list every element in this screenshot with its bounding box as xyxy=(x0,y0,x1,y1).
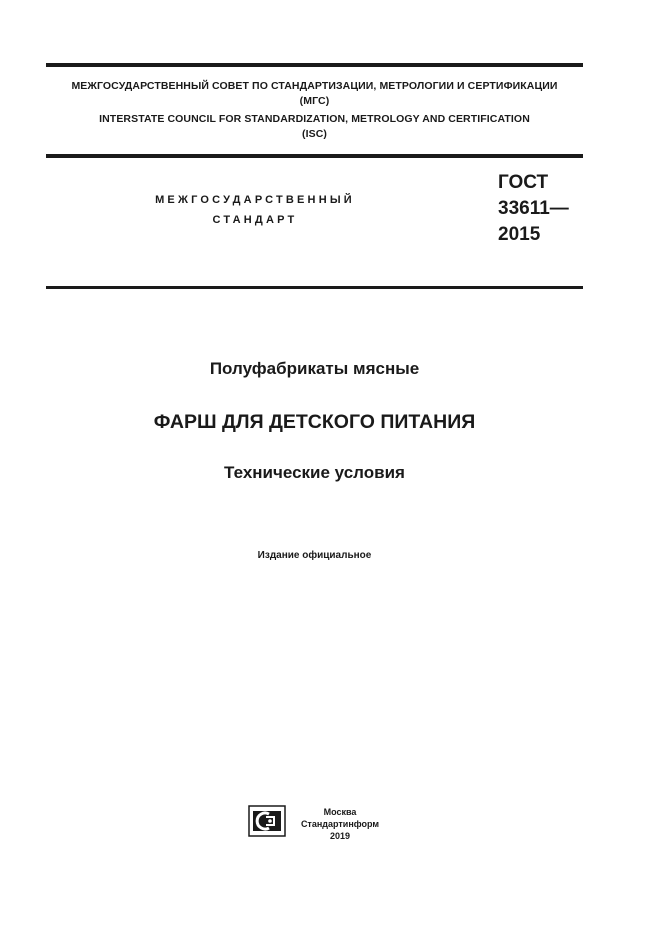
gost-number: 33611— xyxy=(498,198,569,219)
council-ru-line1: МЕЖГОСУДАРСТВЕННЫЙ СОВЕТ ПО СТАНДАРТИЗАЦИИ, МЕТРОЛОГИИ И СЕРТИФИКАЦИИ xyxy=(71,80,558,92)
main-title: ФАРШ ДЛЯ ДЕТСКОГО ПИТАНИЯ xyxy=(153,411,476,433)
publisher-year: 2019 xyxy=(329,831,351,841)
category-title: Полуфабрикаты мясные xyxy=(209,359,420,378)
standartinform-logo-icon xyxy=(248,805,286,837)
standard-type-line1: МЕЖГОСУДАРСТВЕННЫЙ xyxy=(155,194,355,206)
gost-prefix: ГОСТ xyxy=(498,172,549,193)
council-en-abbr: (ISC) xyxy=(302,128,327,140)
edition-label: Издание официальное xyxy=(257,550,372,561)
gost-designation xyxy=(498,170,569,248)
publisher-name: Стандартинформ xyxy=(300,819,380,829)
top-rule xyxy=(46,63,583,67)
publisher-block xyxy=(300,806,380,842)
council-en-line1: INTERSTATE COUNCIL FOR STANDARDIZATION, METROLOGY AND CERTIFICATION xyxy=(99,113,530,125)
publisher-city: Москва xyxy=(323,807,357,817)
gost-year: 2015 xyxy=(498,224,541,245)
bottom-rule xyxy=(46,286,583,289)
middle-rule xyxy=(46,154,583,158)
standard-type-line2: СТАНДАРТ xyxy=(212,214,298,226)
council-ru-abbr: (МГС) xyxy=(299,95,330,107)
sub-title: Технические условия xyxy=(224,463,405,482)
